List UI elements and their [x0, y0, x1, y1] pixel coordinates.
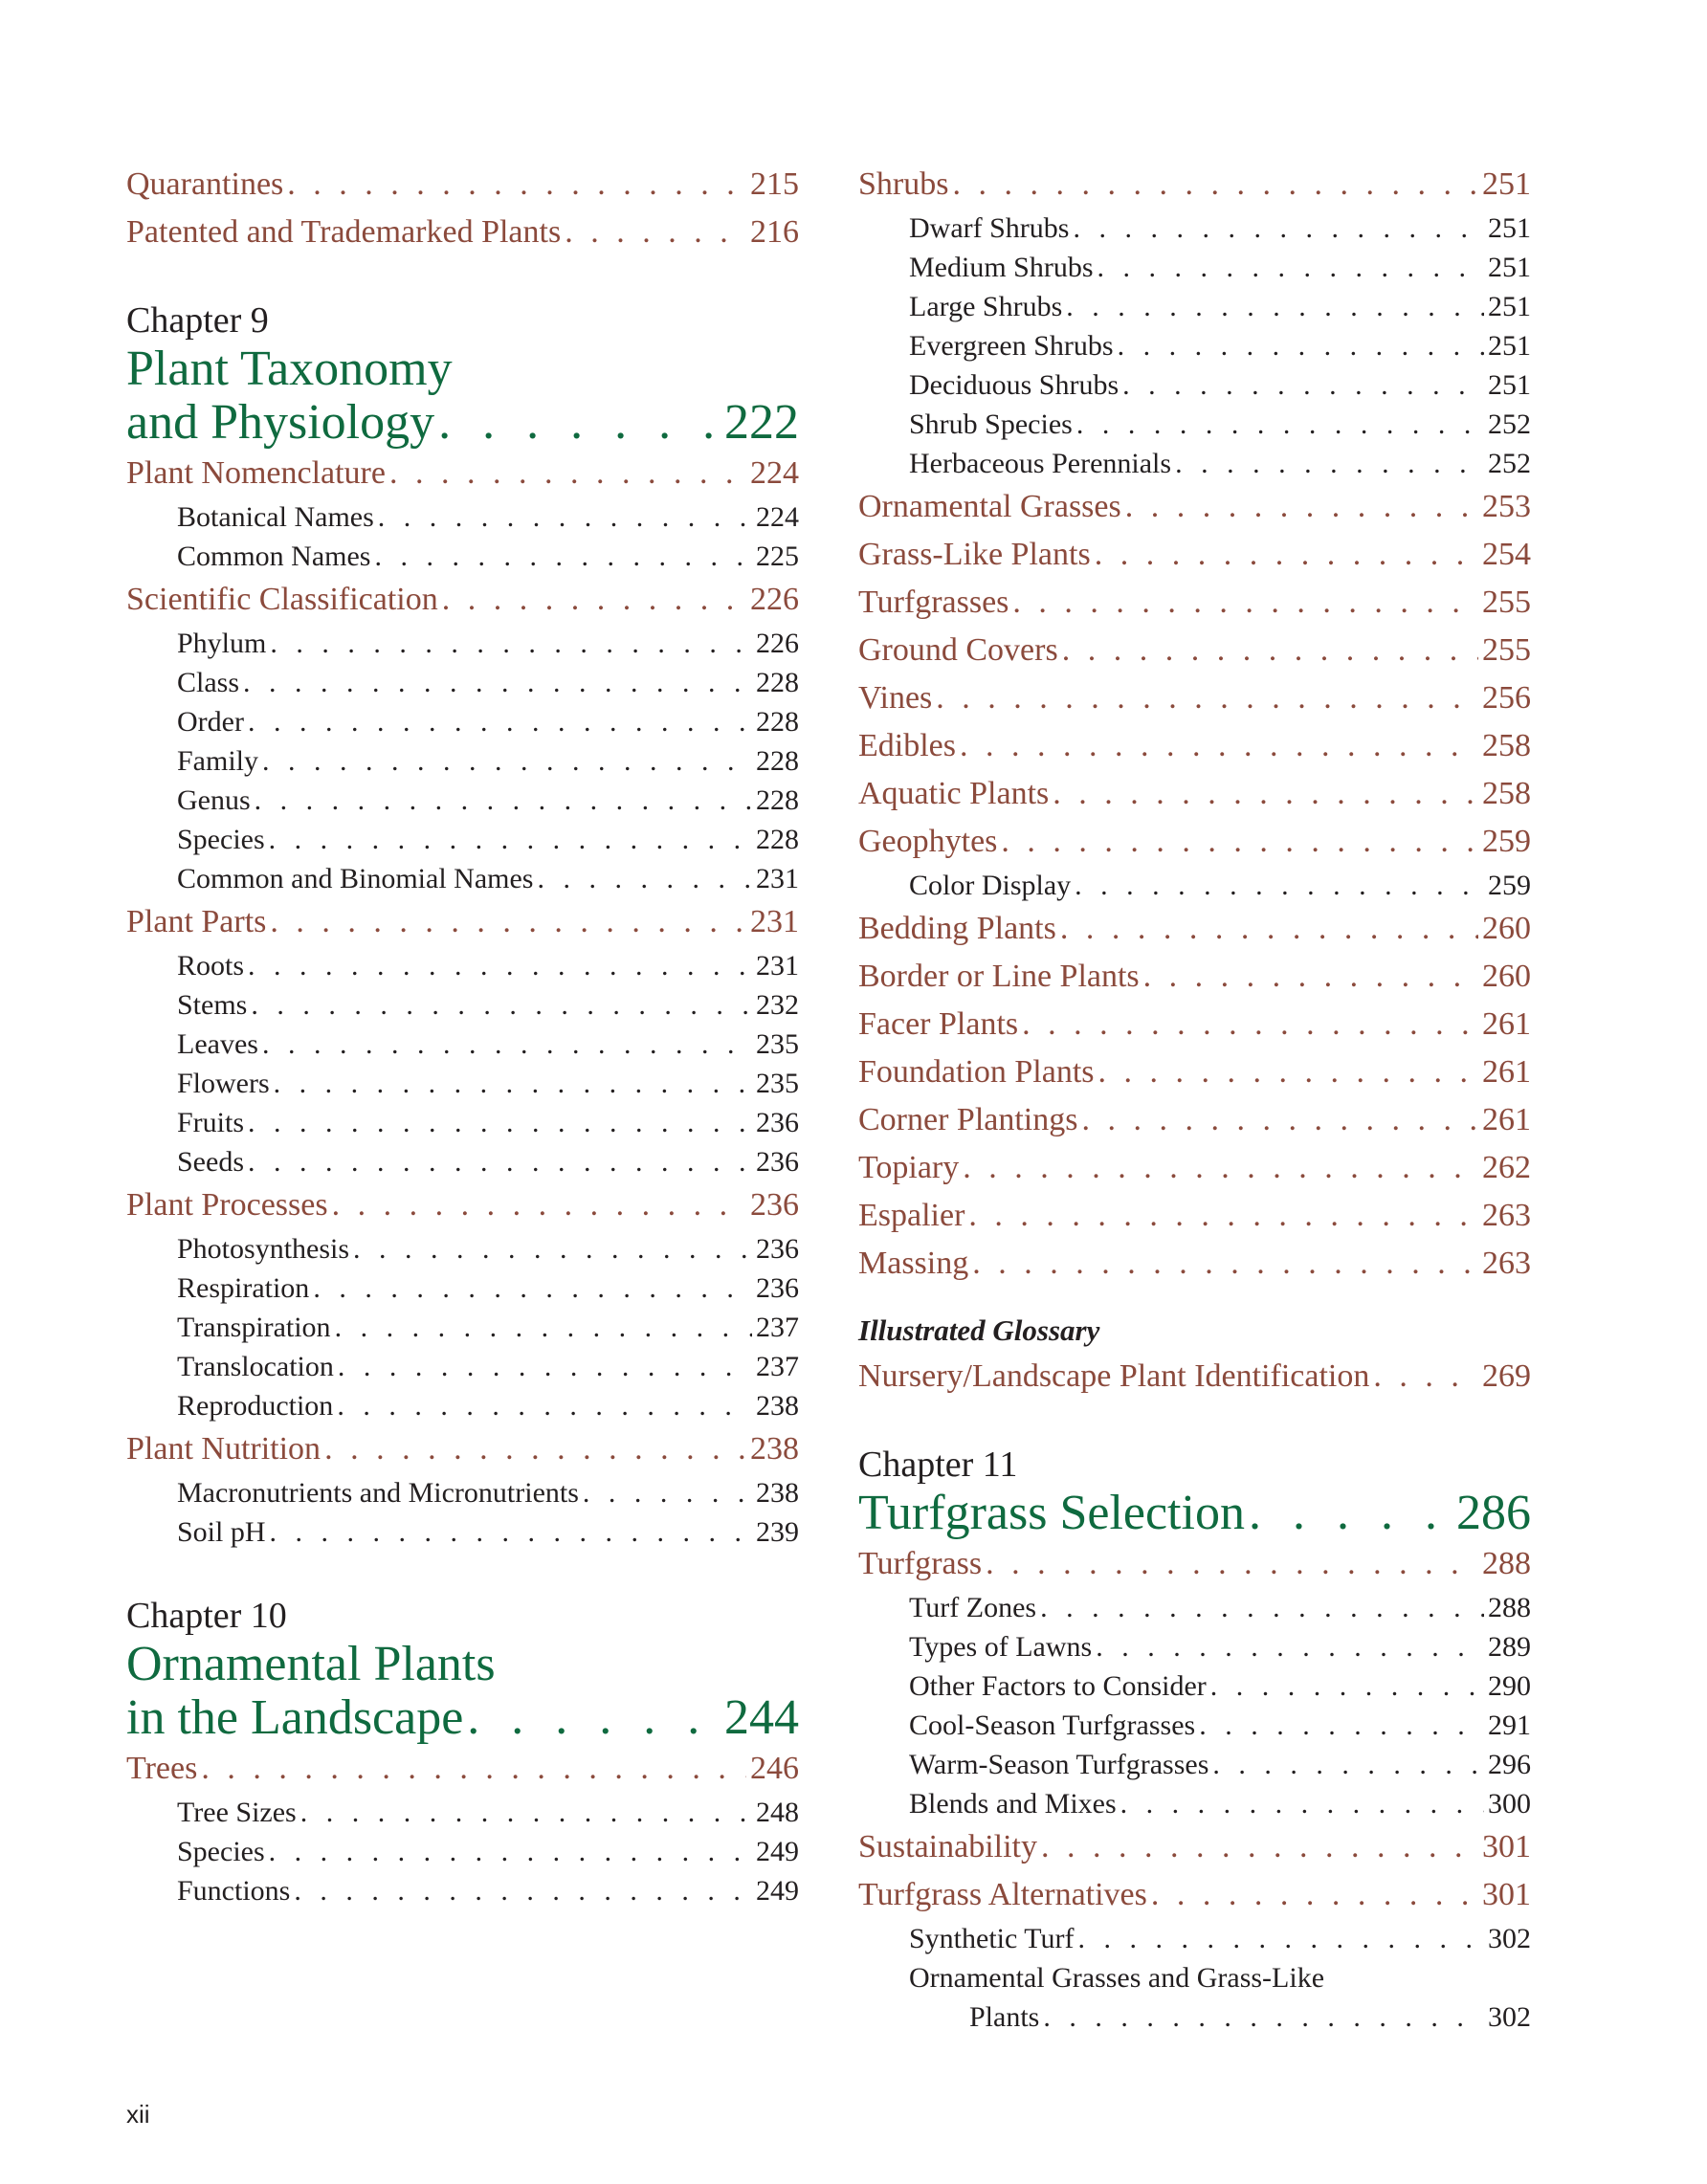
entry-page: 224 — [750, 455, 799, 491]
entry-page: 258 — [1482, 728, 1531, 763]
entry-title: Patented and Trademarked Plants — [126, 214, 562, 250]
entry-page: 251 — [1482, 166, 1531, 202]
entry-title: Trees — [126, 1751, 198, 1786]
toc-subentry[interactable] — [126, 1142, 799, 1181]
section-block — [858, 1823, 1531, 1871]
entry-page: 216 — [750, 214, 799, 250]
chapter-title[interactable] — [126, 1638, 799, 1745]
chapter-label: Chapter 10 — [126, 1596, 287, 1636]
toc-subentry[interactable] — [126, 1229, 799, 1268]
entry-page: 301 — [1482, 1829, 1531, 1864]
entry-page: 259 — [1482, 824, 1531, 859]
entry-title: Macronutrients and Micronutrients — [177, 1477, 579, 1509]
entry-title: Corner Plantings — [858, 1102, 1078, 1137]
toc-section[interactable] — [858, 1823, 1531, 1871]
entry-title: Vines — [858, 680, 933, 716]
entry-page: 224 — [756, 501, 799, 533]
toc-subentry[interactable] — [858, 209, 1531, 248]
chapter-label: Chapter 11 — [858, 1445, 1018, 1485]
entry-title: Flowers — [177, 1068, 270, 1099]
entry-title: Turfgrasses — [858, 585, 1009, 620]
entry-page: 236 — [750, 1187, 799, 1223]
chapter-sections — [126, 450, 799, 1552]
chapter-title-line: Turfgrass Selection — [858, 1487, 1245, 1540]
entry-title: Seeds — [177, 1146, 244, 1178]
toc-section[interactable] — [858, 627, 1531, 674]
entry-page: 251 — [1488, 291, 1531, 322]
entry-title: Medium Shrubs — [909, 252, 1094, 283]
entry-title: Sustainability — [858, 1829, 1037, 1864]
entry-page: 253 — [1482, 489, 1531, 524]
entry-page: 228 — [756, 824, 799, 855]
toc-subentry[interactable] — [858, 1588, 1531, 1627]
entry-title: Botanical Names — [177, 501, 374, 533]
entry-page: 255 — [1482, 632, 1531, 668]
entry-page: 246 — [750, 1751, 799, 1786]
entry-page: 255 — [1482, 585, 1531, 620]
entry-page: 260 — [1482, 959, 1531, 994]
entry-page: 263 — [1482, 1246, 1531, 1281]
toc-subentry[interactable] — [126, 1832, 799, 1871]
section-list — [858, 905, 1531, 1288]
entry-page: 254 — [1482, 537, 1531, 572]
entry-title: Plant Processes — [126, 1187, 328, 1223]
entry-title: Phylum — [177, 628, 267, 659]
entry-title: Bedding Plants — [858, 911, 1056, 946]
toc-left-column — [126, 161, 799, 1910]
toc-section[interactable] — [858, 674, 1531, 722]
entry-page: 288 — [1488, 1592, 1531, 1623]
toc-subentry[interactable] — [858, 1745, 1531, 1784]
page-number: xii — [126, 2100, 150, 2129]
entry-title: Espalier — [858, 1198, 965, 1233]
entry-page: 289 — [1488, 1631, 1531, 1663]
section-block — [858, 818, 1531, 905]
entry-page: 249 — [756, 1836, 799, 1867]
toc-section[interactable] — [858, 1001, 1531, 1048]
toc-subentry[interactable] — [858, 365, 1531, 405]
entry-title: Roots — [177, 950, 245, 982]
entry-page: 261 — [1482, 1006, 1531, 1042]
chapter-page: 286 — [1456, 1487, 1531, 1540]
entry-page: 258 — [1482, 776, 1531, 811]
glossary-label: Illustrated Glossary — [858, 1313, 1100, 1347]
toc-section[interactable] — [858, 1192, 1531, 1240]
entry-page: 251 — [1488, 330, 1531, 362]
entry-title: Massing — [858, 1246, 969, 1281]
toc-subentry[interactable] — [126, 1512, 799, 1552]
entry-title: Common and Binomial Names — [177, 863, 534, 894]
entry-title: Reproduction — [177, 1390, 334, 1422]
entry-page: 237 — [756, 1312, 799, 1343]
entry-page: 261 — [1482, 1102, 1531, 1137]
entry-title: Class — [177, 667, 240, 698]
entry-title: Species — [177, 1836, 265, 1867]
toc-section[interactable] — [858, 770, 1531, 818]
entry-title: Transpiration — [177, 1312, 331, 1343]
entry-title: Quarantines — [126, 166, 284, 202]
toc-section[interactable] — [126, 576, 799, 624]
toc-right-column — [858, 161, 1531, 2037]
entry-page: 228 — [756, 784, 799, 816]
toc-section[interactable] — [858, 483, 1531, 531]
toc-subentry[interactable] — [126, 741, 799, 781]
toc-subentry[interactable] — [858, 287, 1531, 326]
chapter-title[interactable] — [858, 1487, 1531, 1540]
toc-section[interactable] — [126, 1425, 799, 1473]
entry-title: Photosynthesis — [177, 1233, 350, 1265]
entry-title: Blends and Mixes — [909, 1788, 1117, 1820]
toc-subentry[interactable] — [126, 1386, 799, 1425]
toc-subentry[interactable] — [858, 1627, 1531, 1666]
toc-subentry[interactable] — [126, 537, 799, 576]
toc-subentry[interactable] — [126, 1473, 799, 1512]
toc-subentry[interactable] — [126, 1347, 799, 1386]
entry-title: Warm-Season Turfgrasses — [909, 1749, 1209, 1780]
entry-title: Types of Lawns — [909, 1631, 1093, 1663]
toc-subentry[interactable] — [858, 1997, 1531, 2037]
toc-section[interactable] — [858, 1096, 1531, 1144]
entry-title: Plant Parts — [126, 904, 267, 939]
entry-title: Turfgrass Alternatives — [858, 1877, 1147, 1912]
entry-page: 291 — [1488, 1710, 1531, 1741]
entry-page: 251 — [1488, 212, 1531, 244]
toc-subentry[interactable] — [858, 1919, 1531, 1958]
toc-subentry[interactable] — [126, 1064, 799, 1103]
entry-title: Order — [177, 706, 244, 738]
toc-section[interactable] — [858, 1540, 1531, 1588]
entry-title: Herbaceous Perennials — [909, 448, 1172, 479]
toc-section[interactable] — [858, 953, 1531, 1001]
entry-title: Facer Plants — [858, 1006, 1019, 1042]
entry-page: 262 — [1482, 1150, 1531, 1185]
entry-page: 238 — [756, 1390, 799, 1422]
entry-page: 261 — [1482, 1054, 1531, 1090]
entry-title: Border or Line Plants — [858, 959, 1140, 994]
entry-title: Shrubs — [858, 166, 949, 202]
toc-subentry[interactable] — [858, 1706, 1531, 1745]
entry-page: 228 — [756, 745, 799, 777]
entry-page: 236 — [756, 1107, 799, 1138]
entry-page: 248 — [756, 1797, 799, 1828]
entry-page: 288 — [1482, 1546, 1531, 1581]
entry-page: 226 — [756, 628, 799, 659]
section-block — [858, 1871, 1531, 1958]
toc-subentry[interactable] — [126, 624, 799, 663]
entry-title: Edibles — [858, 728, 956, 763]
entry-title: Plants — [969, 2001, 1040, 2033]
toc-subentry[interactable] — [126, 1025, 799, 1064]
entry-title: Color Display — [909, 870, 1072, 901]
entry-title: Turfgrass — [858, 1546, 983, 1581]
entry-title: Cool-Season Turfgrasses — [909, 1710, 1196, 1741]
entry-page: 228 — [756, 667, 799, 698]
toc-section[interactable] — [858, 161, 1531, 209]
entry-page: 237 — [756, 1351, 799, 1382]
toc-subentry[interactable] — [126, 946, 799, 985]
toc-subentry[interactable] — [126, 1268, 799, 1308]
entry-title: Common Names — [177, 540, 371, 572]
entry-title: Leaves — [177, 1028, 258, 1060]
entry-title: Aquatic Plants — [858, 776, 1050, 811]
toc-section[interactable] — [858, 818, 1531, 866]
entry-page: 290 — [1488, 1670, 1531, 1702]
entry-page: 236 — [756, 1146, 799, 1178]
entry-title: Fruits — [177, 1107, 245, 1138]
entry-title: Turf Zones — [909, 1592, 1037, 1623]
toc-subentry[interactable] — [126, 1871, 799, 1910]
entry-title: Geophytes — [858, 824, 998, 859]
entry-page: 300 — [1488, 1788, 1531, 1820]
toc-subentry[interactable] — [858, 866, 1531, 905]
entry-title: Large Shrubs — [909, 291, 1063, 322]
entry-title: Ornamental Grasses — [858, 489, 1121, 524]
entry-page: 296 — [1488, 1749, 1531, 1780]
toc-subentry[interactable] — [126, 497, 799, 537]
entry-page: 239 — [756, 1516, 799, 1548]
entry-title: Dwarf Shrubs — [909, 212, 1070, 244]
entry-title: Plant Nomenclature — [126, 455, 386, 491]
entry-title: Soil pH — [177, 1516, 266, 1548]
toc-entry[interactable] — [126, 161, 799, 209]
entry-title: Stems — [177, 989, 248, 1021]
chapter-page: 244 — [724, 1691, 799, 1745]
entry-page: 302 — [1488, 1923, 1531, 1954]
toc-section[interactable] — [126, 1745, 799, 1793]
entry-page: 225 — [756, 540, 799, 572]
entry-title: Topiary — [858, 1150, 960, 1185]
chapter-page: 222 — [724, 396, 799, 450]
entry-page: 215 — [750, 166, 799, 202]
toc-subentry[interactable] — [126, 702, 799, 741]
entry-page: 269 — [1482, 1358, 1531, 1394]
entry-title: Foundation Plants — [858, 1054, 1095, 1090]
section-block — [858, 161, 1531, 483]
toc-section[interactable] — [858, 722, 1531, 770]
entry-title: Ground Covers — [858, 632, 1058, 668]
chapter-title-line: and Physiology — [126, 396, 435, 450]
chapter-sections — [126, 1745, 799, 1910]
entry-title: Other Factors to Consider — [909, 1670, 1207, 1702]
toc-section[interactable] — [858, 1144, 1531, 1192]
entry-title: Functions — [177, 1875, 291, 1907]
toc-section[interactable] — [858, 579, 1531, 627]
entry-title: Deciduous Shrubs — [909, 369, 1120, 401]
toc-section[interactable] — [858, 531, 1531, 579]
entry-page: 251 — [1488, 252, 1531, 283]
toc-subentry[interactable] — [126, 820, 799, 859]
entry-page: 259 — [1488, 870, 1531, 901]
toc-subentry[interactable] — [858, 1784, 1531, 1823]
entry-page: 252 — [1488, 448, 1531, 479]
entry-page: 252 — [1488, 408, 1531, 440]
chapter-title[interactable] — [126, 342, 799, 450]
entry-page: 256 — [1482, 680, 1531, 716]
entry-title: Synthetic Turf — [909, 1923, 1075, 1954]
entry-page: 251 — [1488, 369, 1531, 401]
entry-page: 226 — [750, 582, 799, 617]
entry-page: 235 — [756, 1028, 799, 1060]
toc-subentry[interactable] — [126, 859, 799, 898]
toc-subentry[interactable] — [858, 326, 1531, 365]
entry-page: 238 — [750, 1431, 799, 1467]
entry-page: 232 — [756, 989, 799, 1021]
entry-page: 228 — [756, 706, 799, 738]
entry-title: Respiration — [177, 1272, 310, 1304]
chapter-title-line: in the Landscape — [126, 1691, 464, 1745]
entry-title: Shrub Species — [909, 408, 1073, 440]
entry-title: Family — [177, 745, 259, 777]
toc-subentry[interactable] — [126, 1308, 799, 1347]
toc-subentry[interactable] — [126, 1103, 799, 1142]
entry-page: 236 — [756, 1272, 799, 1304]
entry-page: 231 — [756, 950, 799, 982]
entry-page: 249 — [756, 1875, 799, 1907]
toc-section[interactable] — [126, 898, 799, 946]
chapter-title-line: Plant Taxonomy — [126, 342, 453, 396]
toc-subentry[interactable] — [126, 1793, 799, 1832]
toc-subentry[interactable] — [126, 663, 799, 702]
toc-section[interactable] — [858, 1871, 1531, 1919]
entry-page: 260 — [1482, 911, 1531, 946]
toc-section[interactable] — [858, 905, 1531, 953]
entry-title: Tree Sizes — [177, 1797, 297, 1828]
entry-title: Translocation — [177, 1351, 334, 1382]
toc-entry[interactable] — [126, 209, 799, 256]
entry-page: 236 — [756, 1233, 799, 1265]
section-block — [858, 1540, 1531, 1823]
toc-entry[interactable] — [858, 1353, 1531, 1401]
toc-subentry[interactable] — [858, 444, 1531, 483]
entry-page: 231 — [756, 863, 799, 894]
entry-title: Plant Nutrition — [126, 1431, 321, 1467]
entry-page: 301 — [1482, 1877, 1531, 1912]
toc-section[interactable] — [858, 1240, 1531, 1288]
toc-subentry[interactable]: Ornamental Grasses and Grass-Like — [909, 1962, 1325, 1994]
entry-page: 235 — [756, 1068, 799, 1099]
entry-page: 231 — [750, 904, 799, 939]
entry-title: Nursery/Landscape Plant Identification — [858, 1358, 1370, 1394]
toc-subentry[interactable] — [858, 248, 1531, 287]
toc-section[interactable] — [126, 450, 799, 497]
toc-section[interactable] — [858, 1048, 1531, 1096]
entry-title: Scientific Classification — [126, 582, 438, 617]
toc-subentry[interactable] — [126, 985, 799, 1025]
entry-title: Evergreen Shrubs — [909, 330, 1114, 362]
entry-title: Grass-Like Plants — [858, 537, 1091, 572]
entry-title: Species — [177, 824, 265, 855]
chapter-title-line: Ornamental Plants — [126, 1637, 496, 1691]
entry-page: 302 — [1488, 2001, 1531, 2033]
toc-section[interactable] — [126, 1181, 799, 1229]
toc-subentry[interactable] — [858, 405, 1531, 444]
entry-page: 238 — [756, 1477, 799, 1509]
entry-page: 263 — [1482, 1198, 1531, 1233]
chapter-label: Chapter 9 — [126, 300, 269, 341]
entry-title: Genus — [177, 784, 251, 816]
toc-subentry[interactable] — [126, 781, 799, 820]
toc-subentry[interactable] — [858, 1666, 1531, 1706]
section-list — [858, 483, 1531, 818]
